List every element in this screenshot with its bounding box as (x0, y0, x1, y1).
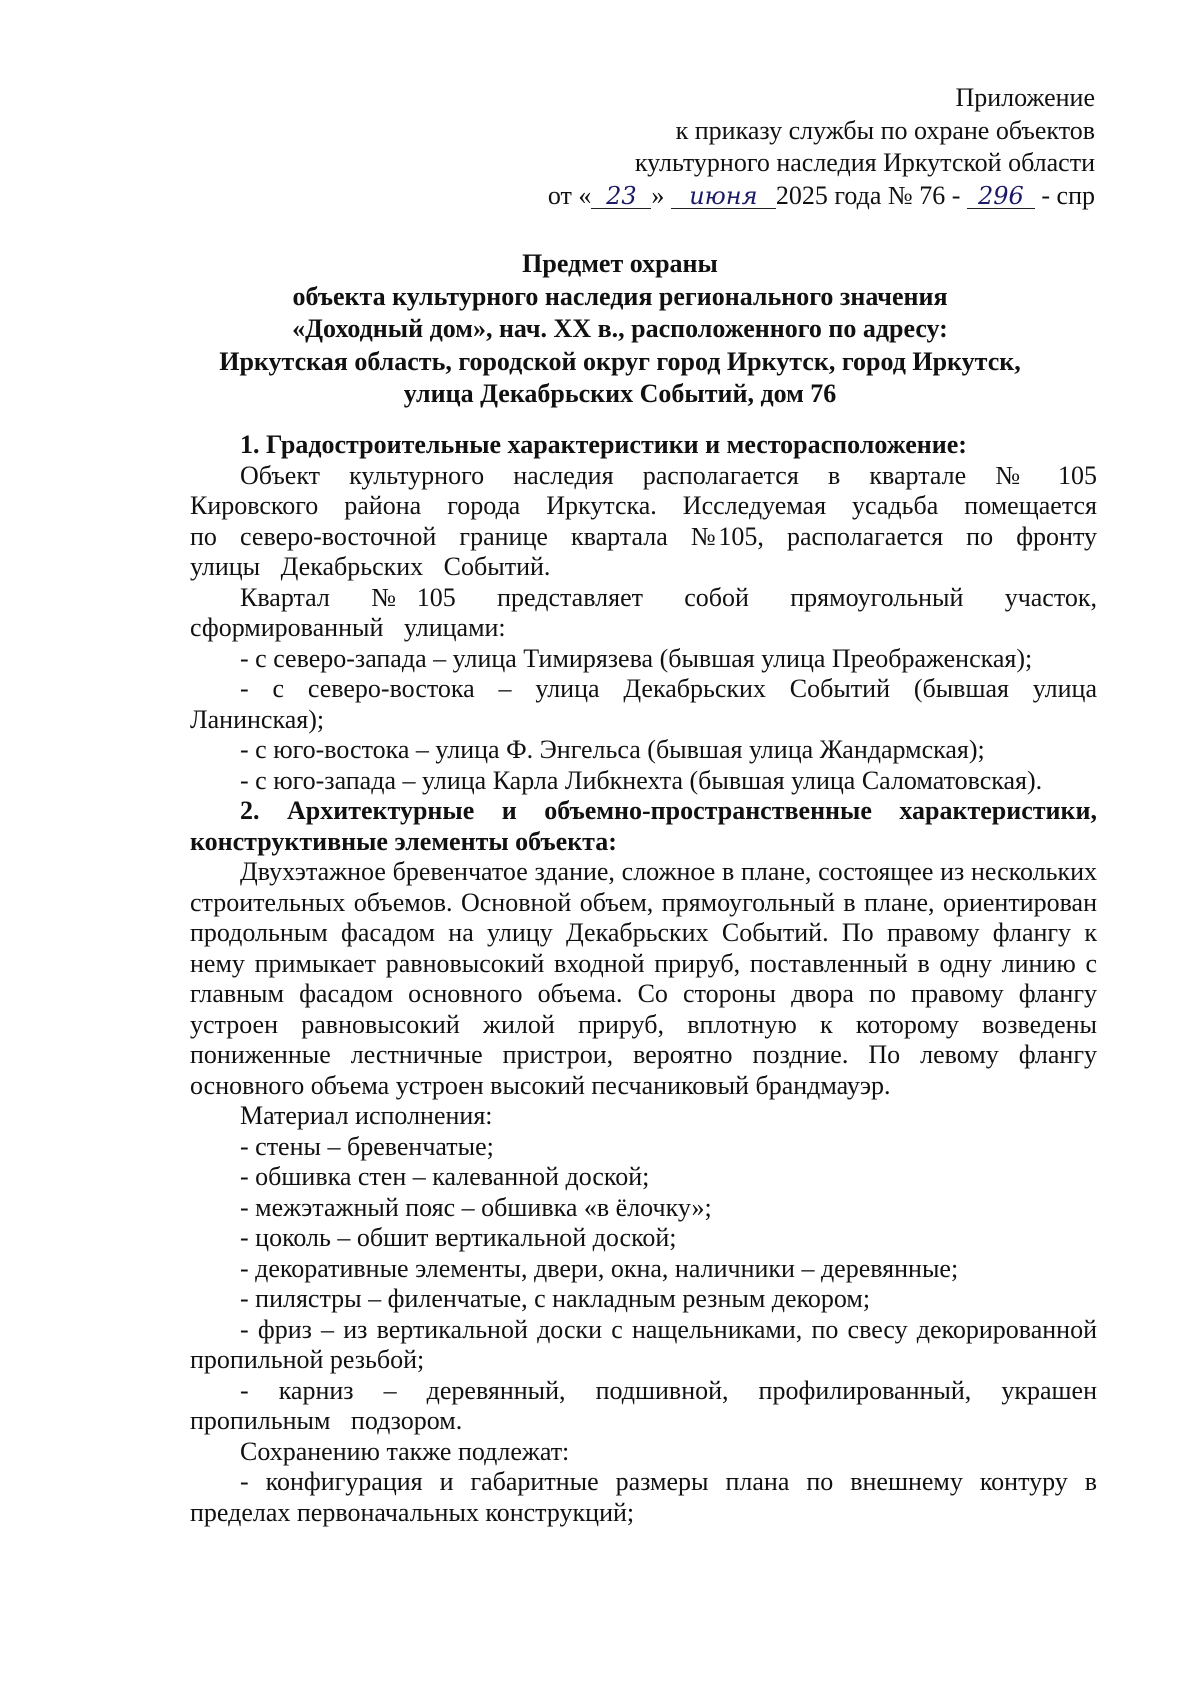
material-item: - декоративные элементы, двери, окна, наличники – деревянные; (240, 1253, 959, 1283)
handwritten-order-number: 296 (967, 180, 1035, 213)
document-title (180, 248, 1060, 411)
title-line: Иркутская область, городской округ город Иркутск, город Иркутск, (219, 346, 1021, 376)
list-item: - с северо-запада – улица Тимирязева (бывшая улица Преображенская); (240, 643, 1033, 673)
material-item: - карниз – деревянный, подшивной, профилированный, украшен пропильным подзором. (190, 1375, 1097, 1435)
material-item: - пилястры – филенчатые, с накладным резным декором; (240, 1284, 871, 1313)
section1-paragraph: Объект культурного наследия располагается в квартале № 105 Кировского района города Иркутска. Исследуемая усадьба помещается по северо-восточной границе квартала №105, располагается по фронту улицы Декабрьских Событий. (190, 460, 1097, 581)
material-item: - цоколь – обшит вертикальной доской; (240, 1223, 677, 1252)
date-day-close: » (651, 180, 665, 210)
appendix-line: Приложение (955, 83, 1095, 112)
title-line: «Доходный дом», нач. XX в., расположенного по адресу: (292, 314, 948, 343)
material-item: - обшивка стен – калеванной доской; (240, 1162, 650, 1191)
section1-heading: 1. Градостроительные характеристики и месторасположение: (240, 430, 967, 459)
order-year: 2025 года № 76 - (775, 180, 961, 210)
appendix-block (295, 82, 1095, 212)
title-line: Предмет охраны (522, 249, 718, 278)
handwritten-month: июня (671, 180, 776, 213)
material-heading: Материал исполнения: (240, 1101, 493, 1130)
preserve-item: - конфигурация и габаритные размеры плана по внешнему контуру в пределах первоначальных конструкций; (190, 1467, 1097, 1527)
order-suffix: - спр (1041, 180, 1095, 210)
title-line: улица Декабрьских Событий, дом 76 (403, 379, 837, 408)
section2-paragraph: Двухэтажное бревенчатое здание, сложное в плане, состоящее из нескольких строительных объемов. Основной объем, прямоугольный в плане, ориентирован продольным фасадом на улицу Декабрьских Событий. По правому флангу к нему примыкает равновысокий входной прируб, поставленный в одну линию с главным фасадом основного объема. Со стороны двора по правому флангу устроен равновысокий жилой прируб, вплотную к которому возведены пониженные лестничные пристрои, вероятно поздние. По левому флангу основного объема устроен высокий песчаниковый брандмауэр. (190, 857, 1097, 1100)
list-item: - с северо-востока – улица Декабрьских Событий (бывшая улица Ланинская); (190, 674, 1097, 734)
material-item: - фриз – из вертикальной доски с нащельниками, по свесу декорированной пропильной резьбой; (190, 1314, 1097, 1374)
document-body (190, 430, 1097, 1528)
section2-heading: 2. Архитектурные и объемно-пространственные характеристики, конструктивные элементы объекта: (190, 796, 1097, 856)
handwritten-day: 23 (591, 180, 651, 213)
list-item: - с юго-запада – улица Карла Либкнехта (бывшая улица Саломатовская). (240, 765, 1043, 795)
list-item: - с юго-востока – улица Ф. Энгельса (бывшая улица Жандармская); (240, 735, 985, 764)
section1-paragraph: Квартал №105 представляет собой прямоугольный участок, сформированный улицами: (190, 582, 1097, 642)
order-date-line (295, 180, 1095, 213)
preserve-heading: Сохранению также подлежат: (240, 1436, 570, 1466)
material-item: - стены – бревенчатые; (240, 1131, 494, 1161)
appendix-line: культурного наследия Иркутской области (634, 148, 1095, 177)
title-line: объекта культурного наследия регионального значения (292, 281, 948, 311)
date-prefix: от « (547, 180, 592, 210)
material-item: - межэтажный пояс – обшивка «в ёлочку»; (240, 1192, 712, 1222)
appendix-line: к приказу службы по охране объектов (675, 115, 1095, 145)
